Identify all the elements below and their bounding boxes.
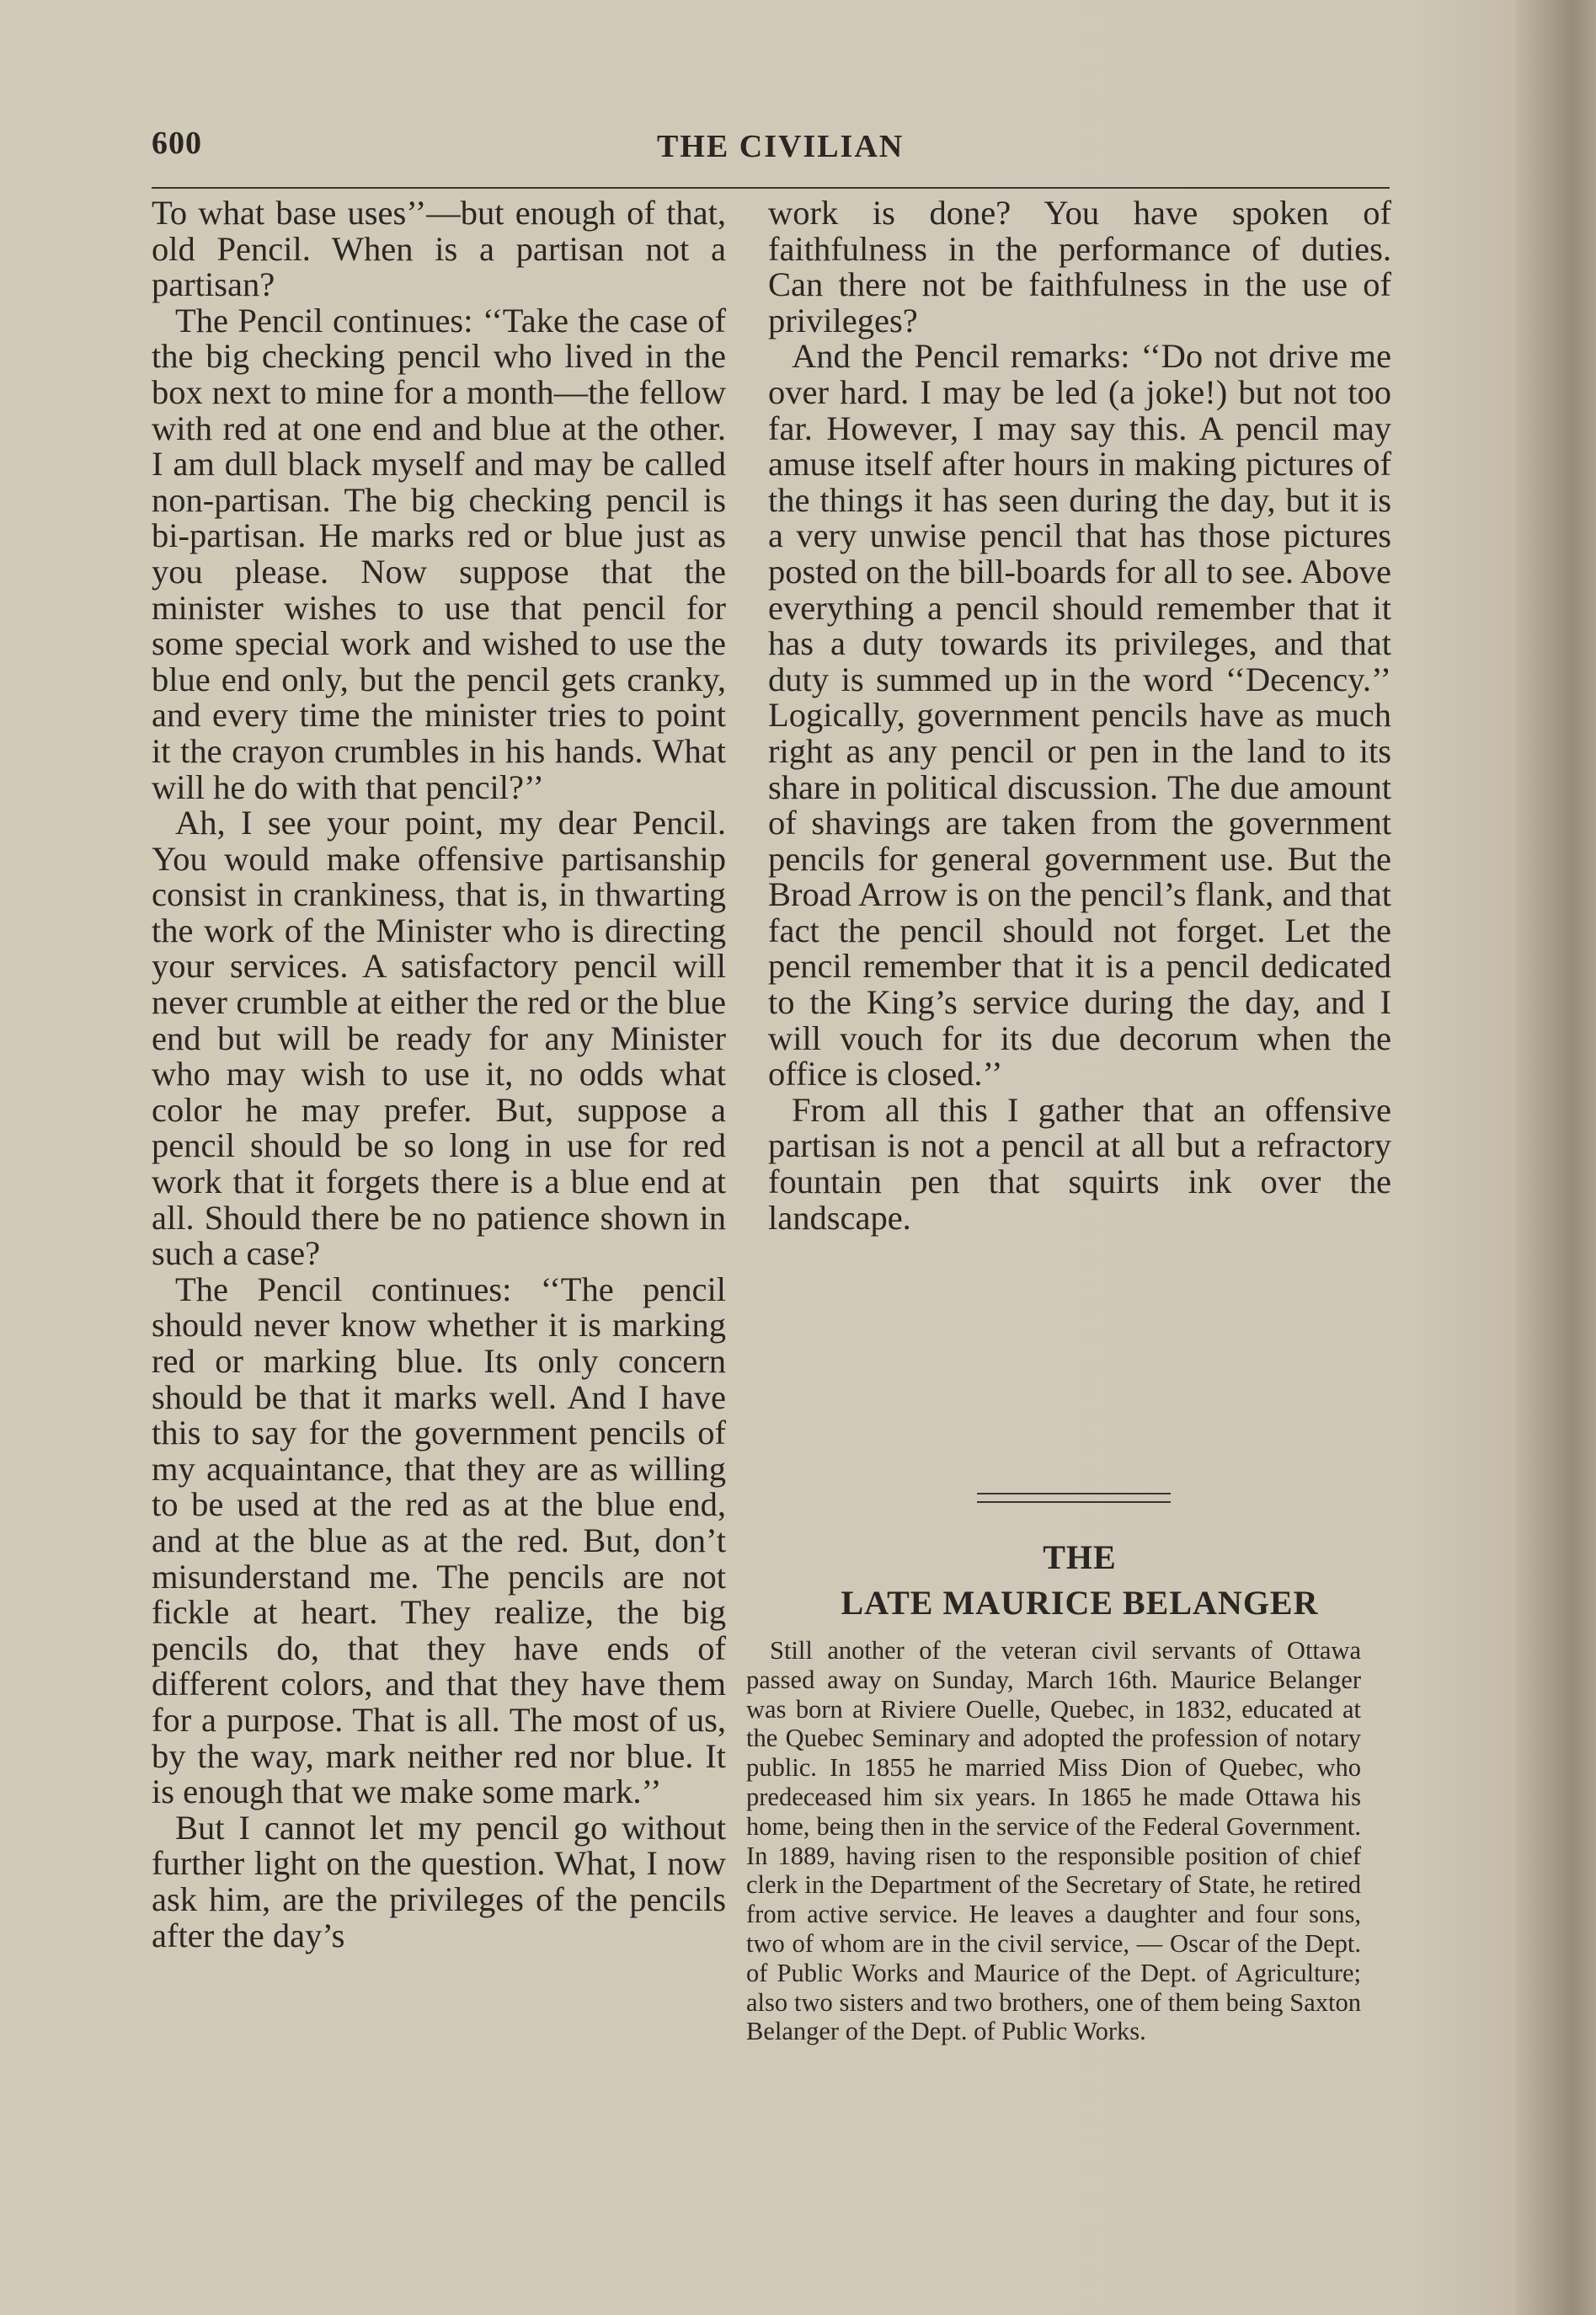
article-title-line-2: LATE MAURICE BELANGER [841, 1584, 1319, 1622]
paragraph: And the Pencil remarks: ‘‘Do not drive me over hard. I may be led (a joke!) but not too far. However, I may say this. A pencil may amuse itself after hours in making pictures of the things it has seen during the day, but it is a very unwise pencil that has those pictures posted on the bill-boards for all to see. Above everything a pencil should remember that it has a duty towards its privileges, and that duty is summed up in the word ‘‘Decency.’’ Logically, government pencils have as much right as any pencil or pen in the land to its share in political discussion. The due amount of shavings are taken from the government pencils for general government use. But the Broad Arrow is on the pencil’s flank, and that fact the pencil should not forget. Let the pencil remember that it is a pencil dedicated to the King’s service during the day, and I will vouch for its due decorum when the office is closed.’’ [768, 337, 1391, 1093]
page-number: 600 [152, 126, 202, 161]
article-body [746, 1636, 1361, 2046]
article-title [768, 1535, 1391, 1626]
paragraph: Ah, I see your point, my dear Pencil. You would make offensive partisanship consist in crankiness, that is, in thwarting the work of the Minister who is directing your services. A satisfactory pencil will never crumble at either the red or the blue end but will be ready for any Minister who may wish to use it, no odds what color he may prefer. But, suppose a pencil should be so long in use for red work that it forgets there is a blue end at all. Should there be no patience shown in such a case? [152, 804, 726, 1273]
left-column [152, 195, 726, 1954]
paragraph: The Pencil continues: ‘‘Take the case of the big checking pencil who lived in the box next to mine for a month—the fellow with red at one end and blue at the other. I am dull black myself and may be called non-partisan. The big checking pencil is bi-partisan. He marks red or blue just as you please. Now suppose that the minister wishes to use that pencil for some special work and wished to use the blue end only, but the pencil gets cranky, and every time the minister tries to point it the crayon crumbles in his hands. What will he do with that pencil?’’ [152, 301, 726, 806]
paragraph: From all this I gather that an offensive partisan is not a pencil at all but a refractory fountain pen that squirts ink over the landscape. [768, 1090, 1391, 1237]
paragraph: Still another of the veteran civil servants of Ottawa passed away on Sunday, March 16th. Maurice Belanger was born at Riviere Ouelle, Quebec, in 1832, educated at the Quebec Seminary and adopted the profession of notary public. In 1855 he married Miss Dion of Quebec, who predeceased him six years. In 1865 he made Ottawa his home, being then in the service of the Federal Government. In 1889, having risen to the responsible position of chief clerk in the Department of the Secretary of State, he retired from active service. He leaves a daughter and four sons, two of whom are in the civil service, — Oscar of the Dept. of Public Works and Maurice of the Dept. of Agriculture; also two sisters and two brothers, one of them being Saxton Belanger of the Dept. of Public Works. [746, 1636, 1361, 2046]
page-header [152, 118, 1390, 168]
paragraph: But I cannot let my pencil go without further light on the question. What, I now ask him, are the privileges of the pencils after the day’s [152, 1808, 726, 1954]
right-column [768, 195, 1391, 1236]
header-rule [152, 187, 1390, 189]
article-title-line-1: THE [1043, 1538, 1117, 1576]
paragraph: To what base uses’’—but enough of that, old Pencil. When is a partisan not a partisan? [152, 194, 726, 304]
running-title: THE CIVILIAN [657, 129, 905, 164]
paragraph: The Pencil continues: ‘‘The pencil should never know whether it is marking red or marking blue. Its only concern should be that it marks well. And I have this to say for the government pencils of my acquaintance, that they are as willing to be used at the red as at the blue end, and at the blue as at the red. But, don’t misunderstand me. The pencils are not fickle at heart. They realize, the big pencils do, that they have ends of different colors, and that they have them for a purpose. That is all. The most of us, by the way, mark neither red nor blue. It is enough that we make some mark.’’ [152, 1270, 726, 1811]
paragraph: work is done? You have spoken of faithfulness in the performance of duties. Can there not be faithfulness in the use of privileges? [768, 194, 1391, 339]
page-edge [1516, 0, 1596, 2315]
section-divider [977, 1493, 1171, 1503]
